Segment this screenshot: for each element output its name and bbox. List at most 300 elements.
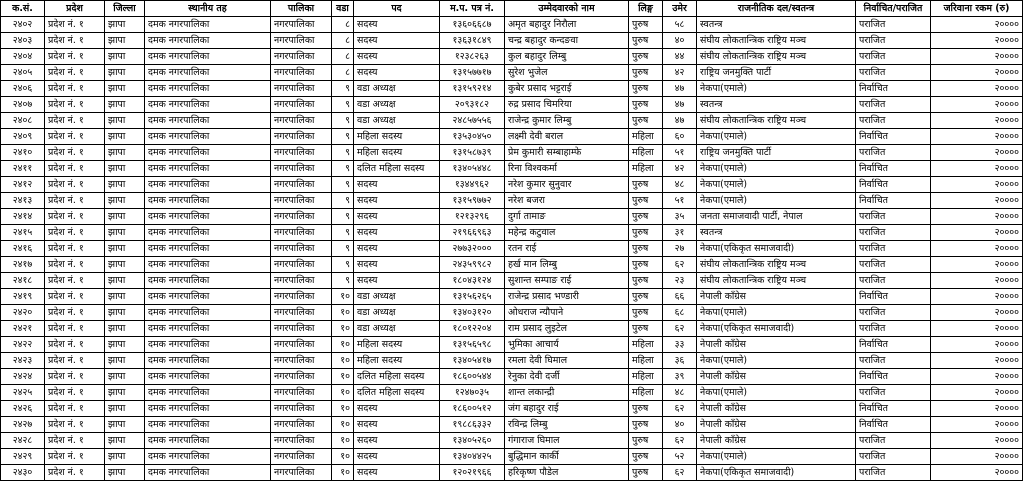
- cell-sn: २४१३: [1, 193, 45, 209]
- cell-province: प्रदेश नं. १: [45, 17, 105, 33]
- cell-candidate-name: बुद्धिमान कार्की: [505, 449, 629, 465]
- cell-post: सदस्य: [354, 449, 440, 465]
- cell-age: ४४: [663, 49, 697, 65]
- cell-party: नेपाली काँग्रेस: [697, 289, 856, 305]
- cell-local-level: दमक नगरपालिका: [145, 97, 271, 113]
- cell-fine-amount: २००००: [931, 417, 1023, 433]
- cell-province: प्रदेश नं. १: [45, 161, 105, 177]
- cell-age: ६२: [663, 321, 697, 337]
- cell-age: ४७: [663, 113, 697, 129]
- cell-ward: ९: [332, 225, 354, 241]
- cell-ward: ९: [332, 161, 354, 177]
- cell-result: पराजित: [856, 225, 931, 241]
- cell-sn: २४२२: [1, 337, 45, 353]
- cell-party: नेकपा(एमाले): [697, 129, 856, 145]
- cell-post: सदस्य: [354, 209, 440, 225]
- cell-district: झापा: [105, 193, 145, 209]
- cell-post: सदस्य: [354, 465, 440, 481]
- cell-party: नेकपा(एमाले): [697, 177, 856, 193]
- cell-age: ६२: [663, 401, 697, 417]
- cell-candidate-name: लक्ष्मी देवी बराल: [505, 129, 629, 145]
- table-row: [1, 321, 1023, 337]
- header-gender: लिङ्ग: [629, 1, 663, 17]
- cell-result: निर्वाचित: [856, 369, 931, 385]
- cell-local-level: दमक नगरपालिका: [145, 305, 271, 321]
- table-row: [1, 145, 1023, 161]
- cell-municipality-type: नगरपालिका: [271, 353, 332, 369]
- cell-sn: २४१७: [1, 257, 45, 273]
- table-row: [1, 257, 1023, 273]
- cell-party: स्वतन्त्र: [697, 17, 856, 33]
- cell-ward: ८: [332, 17, 354, 33]
- cell-voter-id: १३१५८७३९: [440, 145, 505, 161]
- cell-district: झापा: [105, 161, 145, 177]
- cell-voter-id: १३१५६५९८: [440, 337, 505, 353]
- cell-age: ४०: [663, 417, 697, 433]
- cell-province: प्रदेश नं. १: [45, 369, 105, 385]
- cell-age: ४७: [663, 97, 697, 113]
- cell-gender: पुरुष: [629, 433, 663, 449]
- cell-fine-amount: २००००: [931, 49, 1023, 65]
- cell-result: निर्वाचित: [856, 337, 931, 353]
- cell-voter-id: १९८८६३३२: [440, 417, 505, 433]
- cell-voter-id: १२३८२६३: [440, 49, 505, 65]
- cell-district: झापा: [105, 449, 145, 465]
- cell-municipality-type: नगरपालिका: [271, 433, 332, 449]
- cell-voter-id: १३४०५४४८: [440, 161, 505, 177]
- table-row: [1, 49, 1023, 65]
- cell-gender: महिला: [629, 385, 663, 401]
- cell-municipality-type: नगरपालिका: [271, 17, 332, 33]
- cell-post: महिला सदस्य: [354, 145, 440, 161]
- cell-province: प्रदेश नं. १: [45, 241, 105, 257]
- cell-result: पराजित: [856, 353, 931, 369]
- cell-district: झापा: [105, 417, 145, 433]
- cell-gender: महिला: [629, 337, 663, 353]
- table-row: [1, 113, 1023, 129]
- cell-gender: पुरुष: [629, 289, 663, 305]
- cell-party: नेकपा(एकिकृत समाजवादी): [697, 321, 856, 337]
- cell-voter-id: २१९६६९६३: [440, 225, 505, 241]
- cell-sn: २४१२: [1, 177, 45, 193]
- cell-local-level: दमक नगरपालिका: [145, 433, 271, 449]
- cell-ward: ८: [332, 49, 354, 65]
- cell-district: झापा: [105, 65, 145, 81]
- cell-result: पराजित: [856, 113, 931, 129]
- cell-party: नेकपा(एमाले): [697, 81, 856, 97]
- cell-result: पराजित: [856, 305, 931, 321]
- cell-result: पराजित: [856, 273, 931, 289]
- cell-party: राष्ट्रिय जनमुक्ति पार्टी: [697, 65, 856, 81]
- cell-candidate-name: रमला देवी घिमाल: [505, 353, 629, 369]
- cell-municipality-type: नगरपालिका: [271, 33, 332, 49]
- table-row: [1, 433, 1023, 449]
- cell-ward: ९: [332, 97, 354, 113]
- header-voter-id: म.प. पत्र नं.: [440, 1, 505, 17]
- cell-post: वडा अध्यक्ष: [354, 97, 440, 113]
- cell-ward: १०: [332, 465, 354, 481]
- cell-local-level: दमक नगरपालिका: [145, 17, 271, 33]
- table-row: [1, 225, 1023, 241]
- cell-voter-id: २७७३२०००: [440, 241, 505, 257]
- cell-result: पराजित: [856, 241, 931, 257]
- cell-ward: ८: [332, 65, 354, 81]
- cell-voter-id: २४३५९९८२: [440, 257, 505, 273]
- cell-sn: २४१६: [1, 241, 45, 257]
- cell-municipality-type: नगरपालिका: [271, 193, 332, 209]
- cell-sn: २४११: [1, 161, 45, 177]
- cell-party: नेकपा(एकिकृत समाजवादी): [697, 465, 856, 481]
- cell-age: ४२: [663, 161, 697, 177]
- cell-voter-id: १३४०४४२५: [440, 449, 505, 465]
- cell-ward: १०: [332, 449, 354, 465]
- cell-age: ६२: [663, 433, 697, 449]
- cell-province: प्रदेश नं. १: [45, 305, 105, 321]
- cell-result: पराजित: [856, 465, 931, 481]
- cell-fine-amount: २००००: [931, 305, 1023, 321]
- header-local-level: स्थानीय तह: [145, 1, 271, 17]
- cell-district: झापा: [105, 465, 145, 481]
- cell-municipality-type: नगरपालिका: [271, 449, 332, 465]
- cell-sn: २४२०: [1, 305, 45, 321]
- header-age: उमेर: [663, 1, 697, 17]
- cell-gender: पुरुष: [629, 241, 663, 257]
- cell-party: नेपाली काँग्रेस: [697, 369, 856, 385]
- cell-local-level: दमक नगरपालिका: [145, 225, 271, 241]
- cell-party: नेपाली काँग्रेस: [697, 337, 856, 353]
- cell-age: ४२: [663, 65, 697, 81]
- cell-candidate-name: ओधराज न्यौपाने: [505, 305, 629, 321]
- cell-candidate-name: कुल बहादुर लिम्बु: [505, 49, 629, 65]
- table-row: [1, 129, 1023, 145]
- cell-local-level: दमक नगरपालिका: [145, 113, 271, 129]
- cell-ward: १०: [332, 369, 354, 385]
- cell-candidate-name: हरिकृष्ण पौडेल: [505, 465, 629, 481]
- table-row: [1, 81, 1023, 97]
- cell-post: सदस्य: [354, 193, 440, 209]
- cell-sn: २४२३: [1, 353, 45, 369]
- cell-gender: पुरुष: [629, 273, 663, 289]
- cell-candidate-name: चन्द्र बहादुर कन्दङवा: [505, 33, 629, 49]
- cell-gender: महिला: [629, 353, 663, 369]
- cell-voter-id: १२१३२९६: [440, 209, 505, 225]
- cell-fine-amount: २००००: [931, 433, 1023, 449]
- cell-province: प्रदेश नं. १: [45, 433, 105, 449]
- cell-province: प्रदेश नं. १: [45, 449, 105, 465]
- header-municipality-type: पालिका: [271, 1, 332, 17]
- cell-municipality-type: नगरपालिका: [271, 289, 332, 305]
- cell-local-level: दमक नगरपालिका: [145, 337, 271, 353]
- cell-post: महिला सदस्य: [354, 129, 440, 145]
- cell-post: सदस्य: [354, 49, 440, 65]
- cell-ward: ९: [332, 129, 354, 145]
- cell-voter-id: १८०४३१२४: [440, 273, 505, 289]
- cell-post: दलित महिला सदस्य: [354, 161, 440, 177]
- cell-age: ५१: [663, 193, 697, 209]
- cell-sn: २४१९: [1, 289, 45, 305]
- table-row: [1, 289, 1023, 305]
- cell-local-level: दमक नगरपालिका: [145, 449, 271, 465]
- cell-gender: पुरुष: [629, 209, 663, 225]
- cell-post: वडा अध्यक्ष: [354, 113, 440, 129]
- cell-sn: २४२५: [1, 385, 45, 401]
- cell-age: ४०: [663, 33, 697, 49]
- cell-fine-amount: २००००: [931, 177, 1023, 193]
- cell-candidate-name: शान्त लकान्द्री: [505, 385, 629, 401]
- cell-result: पराजित: [856, 97, 931, 113]
- cell-gender: महिला: [629, 369, 663, 385]
- cell-post: दलित महिला सदस्य: [354, 385, 440, 401]
- cell-fine-amount: २००००: [931, 81, 1023, 97]
- cell-ward: ९: [332, 81, 354, 97]
- cell-result: निर्वाचित: [856, 161, 931, 177]
- cell-municipality-type: नगरपालिका: [271, 129, 332, 145]
- cell-fine-amount: २००००: [931, 321, 1023, 337]
- cell-gender: पुरुष: [629, 257, 663, 273]
- cell-age: २७: [663, 241, 697, 257]
- cell-province: प्रदेश नं. १: [45, 97, 105, 113]
- cell-district: झापा: [105, 321, 145, 337]
- table-row: [1, 385, 1023, 401]
- cell-voter-id: १३१५६२६५: [440, 289, 505, 305]
- cell-voter-id: १३४४९६२: [440, 177, 505, 193]
- cell-local-level: दमक नगरपालिका: [145, 273, 271, 289]
- cell-party: संघीय लोकतान्त्रिक राष्ट्रिय मञ्च: [697, 49, 856, 65]
- cell-province: प्रदेश नं. १: [45, 465, 105, 481]
- cell-post: सदस्य: [354, 177, 440, 193]
- cell-district: झापा: [105, 401, 145, 417]
- cell-fine-amount: २००००: [931, 401, 1023, 417]
- cell-ward: १०: [332, 353, 354, 369]
- cell-result: पराजित: [856, 17, 931, 33]
- cell-province: प्रदेश नं. १: [45, 81, 105, 97]
- cell-result: निर्वाचित: [856, 177, 931, 193]
- cell-fine-amount: २००००: [931, 225, 1023, 241]
- cell-fine-amount: २००००: [931, 289, 1023, 305]
- cell-province: प्रदेश नं. १: [45, 49, 105, 65]
- cell-district: झापा: [105, 305, 145, 321]
- cell-province: प्रदेश नं. १: [45, 209, 105, 225]
- cell-district: झापा: [105, 97, 145, 113]
- cell-fine-amount: २००००: [931, 161, 1023, 177]
- header-ward: वडा: [332, 1, 354, 17]
- cell-post: वडा अध्यक्ष: [354, 289, 440, 305]
- cell-post: महिला सदस्य: [354, 337, 440, 353]
- cell-municipality-type: नगरपालिका: [271, 145, 332, 161]
- cell-district: झापा: [105, 385, 145, 401]
- cell-voter-id: १३६०६६८७: [440, 17, 505, 33]
- cell-result: पराजित: [856, 209, 931, 225]
- cell-local-level: दमक नगरपालिका: [145, 209, 271, 225]
- cell-party: संघीय लोकतान्त्रिक राष्ट्रिय मञ्च: [697, 33, 856, 49]
- cell-municipality-type: नगरपालिका: [271, 161, 332, 177]
- cell-province: प्रदेश नं. १: [45, 145, 105, 161]
- cell-post: सदस्य: [354, 273, 440, 289]
- cell-local-level: दमक नगरपालिका: [145, 193, 271, 209]
- cell-voter-id: २४८५७५५६: [440, 113, 505, 129]
- cell-gender: पुरुष: [629, 225, 663, 241]
- cell-voter-id: १८६००५४४: [440, 369, 505, 385]
- cell-ward: ८: [332, 33, 354, 49]
- cell-sn: २४०६: [1, 81, 45, 97]
- cell-voter-id: १२०२१९६६: [440, 465, 505, 481]
- table-row: [1, 17, 1023, 33]
- cell-post: दलित महिला सदस्य: [354, 369, 440, 385]
- table-row: [1, 161, 1023, 177]
- cell-candidate-name: भुमिका आचार्य: [505, 337, 629, 353]
- cell-ward: ९: [332, 177, 354, 193]
- cell-age: ५८: [663, 17, 697, 33]
- cell-party: नेकपा(एमाले): [697, 353, 856, 369]
- cell-candidate-name: सुशान्त सम्पाङ राई: [505, 273, 629, 289]
- cell-party: नेपाली काँग्रेस: [697, 417, 856, 433]
- cell-party: नेकपा(एमाले): [697, 161, 856, 177]
- cell-age: ६२: [663, 465, 697, 481]
- cell-local-level: दमक नगरपालिका: [145, 417, 271, 433]
- cell-municipality-type: नगरपालिका: [271, 417, 332, 433]
- cell-voter-id: १३४०५४१७: [440, 353, 505, 369]
- cell-voter-id: १३५३०४५०: [440, 129, 505, 145]
- cell-municipality-type: नगरपालिका: [271, 97, 332, 113]
- cell-candidate-name: रेनुका देवी दर्जी: [505, 369, 629, 385]
- cell-sn: २४२८: [1, 433, 45, 449]
- cell-party: नेकपा(एमाले): [697, 385, 856, 401]
- cell-age: ६०: [663, 129, 697, 145]
- cell-post: सदस्य: [354, 65, 440, 81]
- cell-province: प्रदेश नं. १: [45, 33, 105, 49]
- cell-candidate-name: राजेन्द्र प्रसाद भण्डारी: [505, 289, 629, 305]
- cell-fine-amount: २००००: [931, 145, 1023, 161]
- cell-party: नेपाली काँग्रेस: [697, 401, 856, 417]
- cell-local-level: दमक नगरपालिका: [145, 177, 271, 193]
- cell-voter-id: १३१५९७७२: [440, 193, 505, 209]
- cell-municipality-type: नगरपालिका: [271, 273, 332, 289]
- cell-age: ६२: [663, 257, 697, 273]
- cell-sn: २४२१: [1, 321, 45, 337]
- cell-result: पराजित: [856, 145, 931, 161]
- cell-fine-amount: २००००: [931, 273, 1023, 289]
- cell-age: ५२: [663, 449, 697, 465]
- cell-result: पराजित: [856, 321, 931, 337]
- cell-province: प्रदेश नं. १: [45, 193, 105, 209]
- cell-post: वडा अध्यक्ष: [354, 81, 440, 97]
- cell-voter-id: १८०१२२०४: [440, 321, 505, 337]
- cell-candidate-name: प्रेम कुमारी सम्बाहाम्फे: [505, 145, 629, 161]
- table-row: [1, 417, 1023, 433]
- cell-result: पराजित: [856, 385, 931, 401]
- cell-voter-id: १३६३१८४९: [440, 33, 505, 49]
- cell-sn: २४०७: [1, 97, 45, 113]
- cell-district: झापा: [105, 369, 145, 385]
- cell-ward: १०: [332, 337, 354, 353]
- cell-fine-amount: २००००: [931, 33, 1023, 49]
- cell-result: पराजित: [856, 49, 931, 65]
- cell-fine-amount: २००००: [931, 17, 1023, 33]
- cell-province: प्रदेश नं. १: [45, 273, 105, 289]
- table-row: [1, 353, 1023, 369]
- cell-gender: पुरुष: [629, 33, 663, 49]
- cell-local-level: दमक नगरपालिका: [145, 289, 271, 305]
- cell-age: ३५: [663, 209, 697, 225]
- cell-municipality-type: नगरपालिका: [271, 81, 332, 97]
- cell-sn: २४२९: [1, 449, 45, 465]
- cell-candidate-name: रतन राई: [505, 241, 629, 257]
- cell-district: झापा: [105, 209, 145, 225]
- cell-age: २३: [663, 273, 697, 289]
- cell-local-level: दमक नगरपालिका: [145, 385, 271, 401]
- cell-municipality-type: नगरपालिका: [271, 401, 332, 417]
- cell-post: सदस्य: [354, 433, 440, 449]
- header-post: पद: [354, 1, 440, 17]
- cell-local-level: दमक नगरपालिका: [145, 353, 271, 369]
- cell-province: प्रदेश नं. १: [45, 417, 105, 433]
- cell-post: महिला सदस्य: [354, 353, 440, 369]
- cell-sn: २४१०: [1, 145, 45, 161]
- cell-age: ३९: [663, 369, 697, 385]
- cell-voter-id: १२४७०३५: [440, 385, 505, 401]
- cell-voter-id: १३१५९२१४: [440, 81, 505, 97]
- cell-ward: १०: [332, 433, 354, 449]
- cell-ward: ९: [332, 145, 354, 161]
- cell-local-level: दमक नगरपालिका: [145, 241, 271, 257]
- cell-result: निर्वाचित: [856, 81, 931, 97]
- cell-municipality-type: नगरपालिका: [271, 177, 332, 193]
- cell-province: प्रदेश नं. १: [45, 177, 105, 193]
- cell-result: पराजित: [856, 257, 931, 273]
- cell-gender: पुरुष: [629, 449, 663, 465]
- cell-municipality-type: नगरपालिका: [271, 113, 332, 129]
- cell-district: झापा: [105, 81, 145, 97]
- cell-district: झापा: [105, 129, 145, 145]
- cell-gender: पुरुष: [629, 401, 663, 417]
- header-fine-amount: जरिवाना रकम (रु): [931, 1, 1023, 17]
- cell-candidate-name: नरेश कुमार सुनुवार: [505, 177, 629, 193]
- cell-gender: पुरुष: [629, 81, 663, 97]
- cell-candidate-name: महेन्द्र कटुवाल: [505, 225, 629, 241]
- cell-municipality-type: नगरपालिका: [271, 241, 332, 257]
- cell-candidate-name: सुरेश भुजेल: [505, 65, 629, 81]
- table-body: [1, 17, 1023, 481]
- cell-ward: १०: [332, 401, 354, 417]
- cell-gender: महिला: [629, 129, 663, 145]
- cell-fine-amount: २००००: [931, 465, 1023, 481]
- cell-result: पराजित: [856, 449, 931, 465]
- cell-municipality-type: नगरपालिका: [271, 465, 332, 481]
- cell-fine-amount: २००००: [931, 353, 1023, 369]
- table-row: [1, 305, 1023, 321]
- cell-sn: २४०५: [1, 65, 45, 81]
- cell-party: संघीय लोकतान्त्रिक राष्ट्रिय मञ्च: [697, 273, 856, 289]
- cell-party: नेकपा(एमाले): [697, 305, 856, 321]
- cell-province: प्रदेश नं. १: [45, 321, 105, 337]
- table-row: [1, 401, 1023, 417]
- cell-gender: पुरुष: [629, 177, 663, 193]
- cell-fine-amount: २००००: [931, 337, 1023, 353]
- table-row: [1, 369, 1023, 385]
- cell-age: ३६: [663, 353, 697, 369]
- table-row: [1, 193, 1023, 209]
- cell-party: स्वतन्त्र: [697, 225, 856, 241]
- cell-post: वडा अध्यक्ष: [354, 305, 440, 321]
- cell-local-level: दमक नगरपालिका: [145, 257, 271, 273]
- cell-fine-amount: २००००: [931, 241, 1023, 257]
- cell-province: प्रदेश नं. १: [45, 129, 105, 145]
- cell-district: झापा: [105, 225, 145, 241]
- table-row: [1, 33, 1023, 49]
- cell-province: प्रदेश नं. १: [45, 385, 105, 401]
- cell-district: झापा: [105, 145, 145, 161]
- cell-post: वडा अध्यक्ष: [354, 321, 440, 337]
